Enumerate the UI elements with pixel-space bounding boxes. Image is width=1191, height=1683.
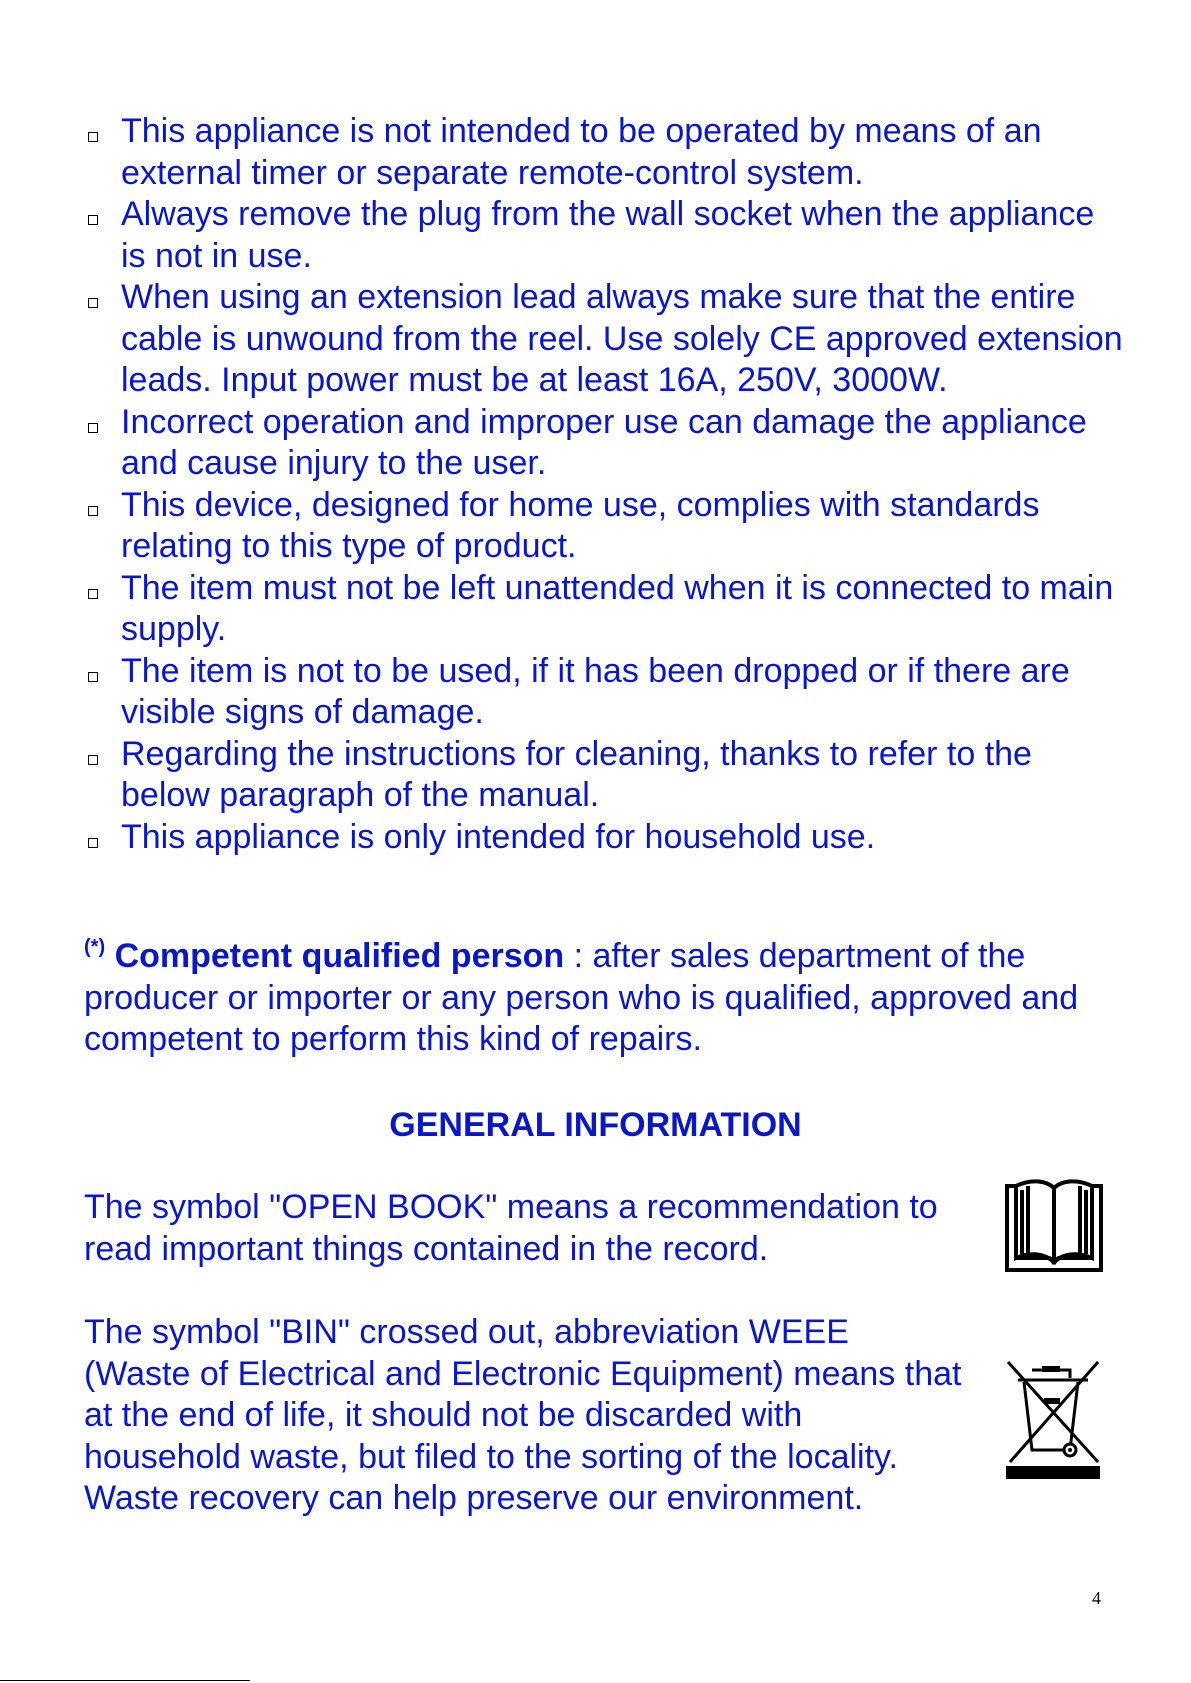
bin-paragraph: The symbol "BIN" crossed out, abbreviation WEEE (Waste of Electrical and Electronic Equipment) means that at the end of life, it should not be discarded with household waste, but filed to the sorting of the locality. Waste recovery can help preserve our environment.	[84, 1313, 962, 1517]
footnote-marker: (*)	[84, 936, 106, 958]
list-item	[84, 485, 1124, 568]
crossed-out-bin-icon	[1004, 1358, 1104, 1480]
list-item-text: This device, designed for home use, complies with standards relating to this type of product.	[121, 485, 1040, 565]
open-book-paragraph: The symbol "OPEN BOOK" means a recommendation to read important things contained in the record.	[84, 1188, 938, 1268]
checkbox-bullet-icon	[88, 755, 98, 765]
list-item-text: This appliance is not intended to be operated by means of an external timer or separate remote-control system.	[121, 112, 1042, 192]
checkbox-bullet-icon	[88, 215, 98, 225]
list-item-text: The item is not to be used, if it has been dropped or if there are visible signs of damage.	[121, 651, 1070, 731]
checkbox-bullet-icon	[88, 506, 98, 516]
checkbox-bullet-icon	[88, 132, 98, 142]
checkbox-bullet-icon	[88, 838, 98, 848]
list-item-text: Always remove the plug from the wall socket when the appliance is not in use.	[121, 195, 1095, 275]
definition-term: Competent qualified person	[114, 937, 565, 975]
list-item	[84, 817, 1124, 859]
list-item-text: This appliance is only intended for household use.	[121, 817, 876, 856]
list-item-text: Regarding the instructions for cleaning, thanks to refer to the below paragraph of the manual.	[121, 734, 1032, 814]
list-item	[84, 111, 1124, 194]
page-number: 4	[1092, 1588, 1101, 1608]
checkbox-bullet-icon	[88, 672, 98, 682]
checkbox-bullet-icon	[88, 423, 98, 433]
list-item	[84, 402, 1124, 485]
checkbox-bullet-icon	[88, 298, 98, 308]
list-item	[84, 568, 1124, 651]
footer-rule	[0, 1680, 250, 1681]
list-item	[84, 277, 1124, 402]
section-heading: GENERAL INFORMATION	[389, 1106, 802, 1144]
competent-person-definition	[84, 936, 1124, 1061]
bullet-list	[84, 111, 1124, 858]
definition-text: : after sales department of the producer or importer or any person who is qualified, approved and competent to perform this kind of repairs.	[84, 937, 1079, 1058]
list-item-text: Incorrect operation and improper use can damage the appliance and cause injury to the user.	[121, 402, 1087, 482]
checkbox-bullet-icon	[88, 589, 98, 599]
list-item	[84, 651, 1124, 734]
open-book-icon	[998, 1178, 1110, 1274]
list-item-text: The item must not be left unattended when it is connected to main supply.	[121, 568, 1114, 648]
list-item	[84, 194, 1124, 277]
list-item	[84, 734, 1124, 817]
list-item-text: When using an extension lead always make sure that the entire cable is unwound from the reel. Use solely CE approved extension leads. Input power must be at least 16A, 250V, 3000W.	[121, 278, 1123, 399]
